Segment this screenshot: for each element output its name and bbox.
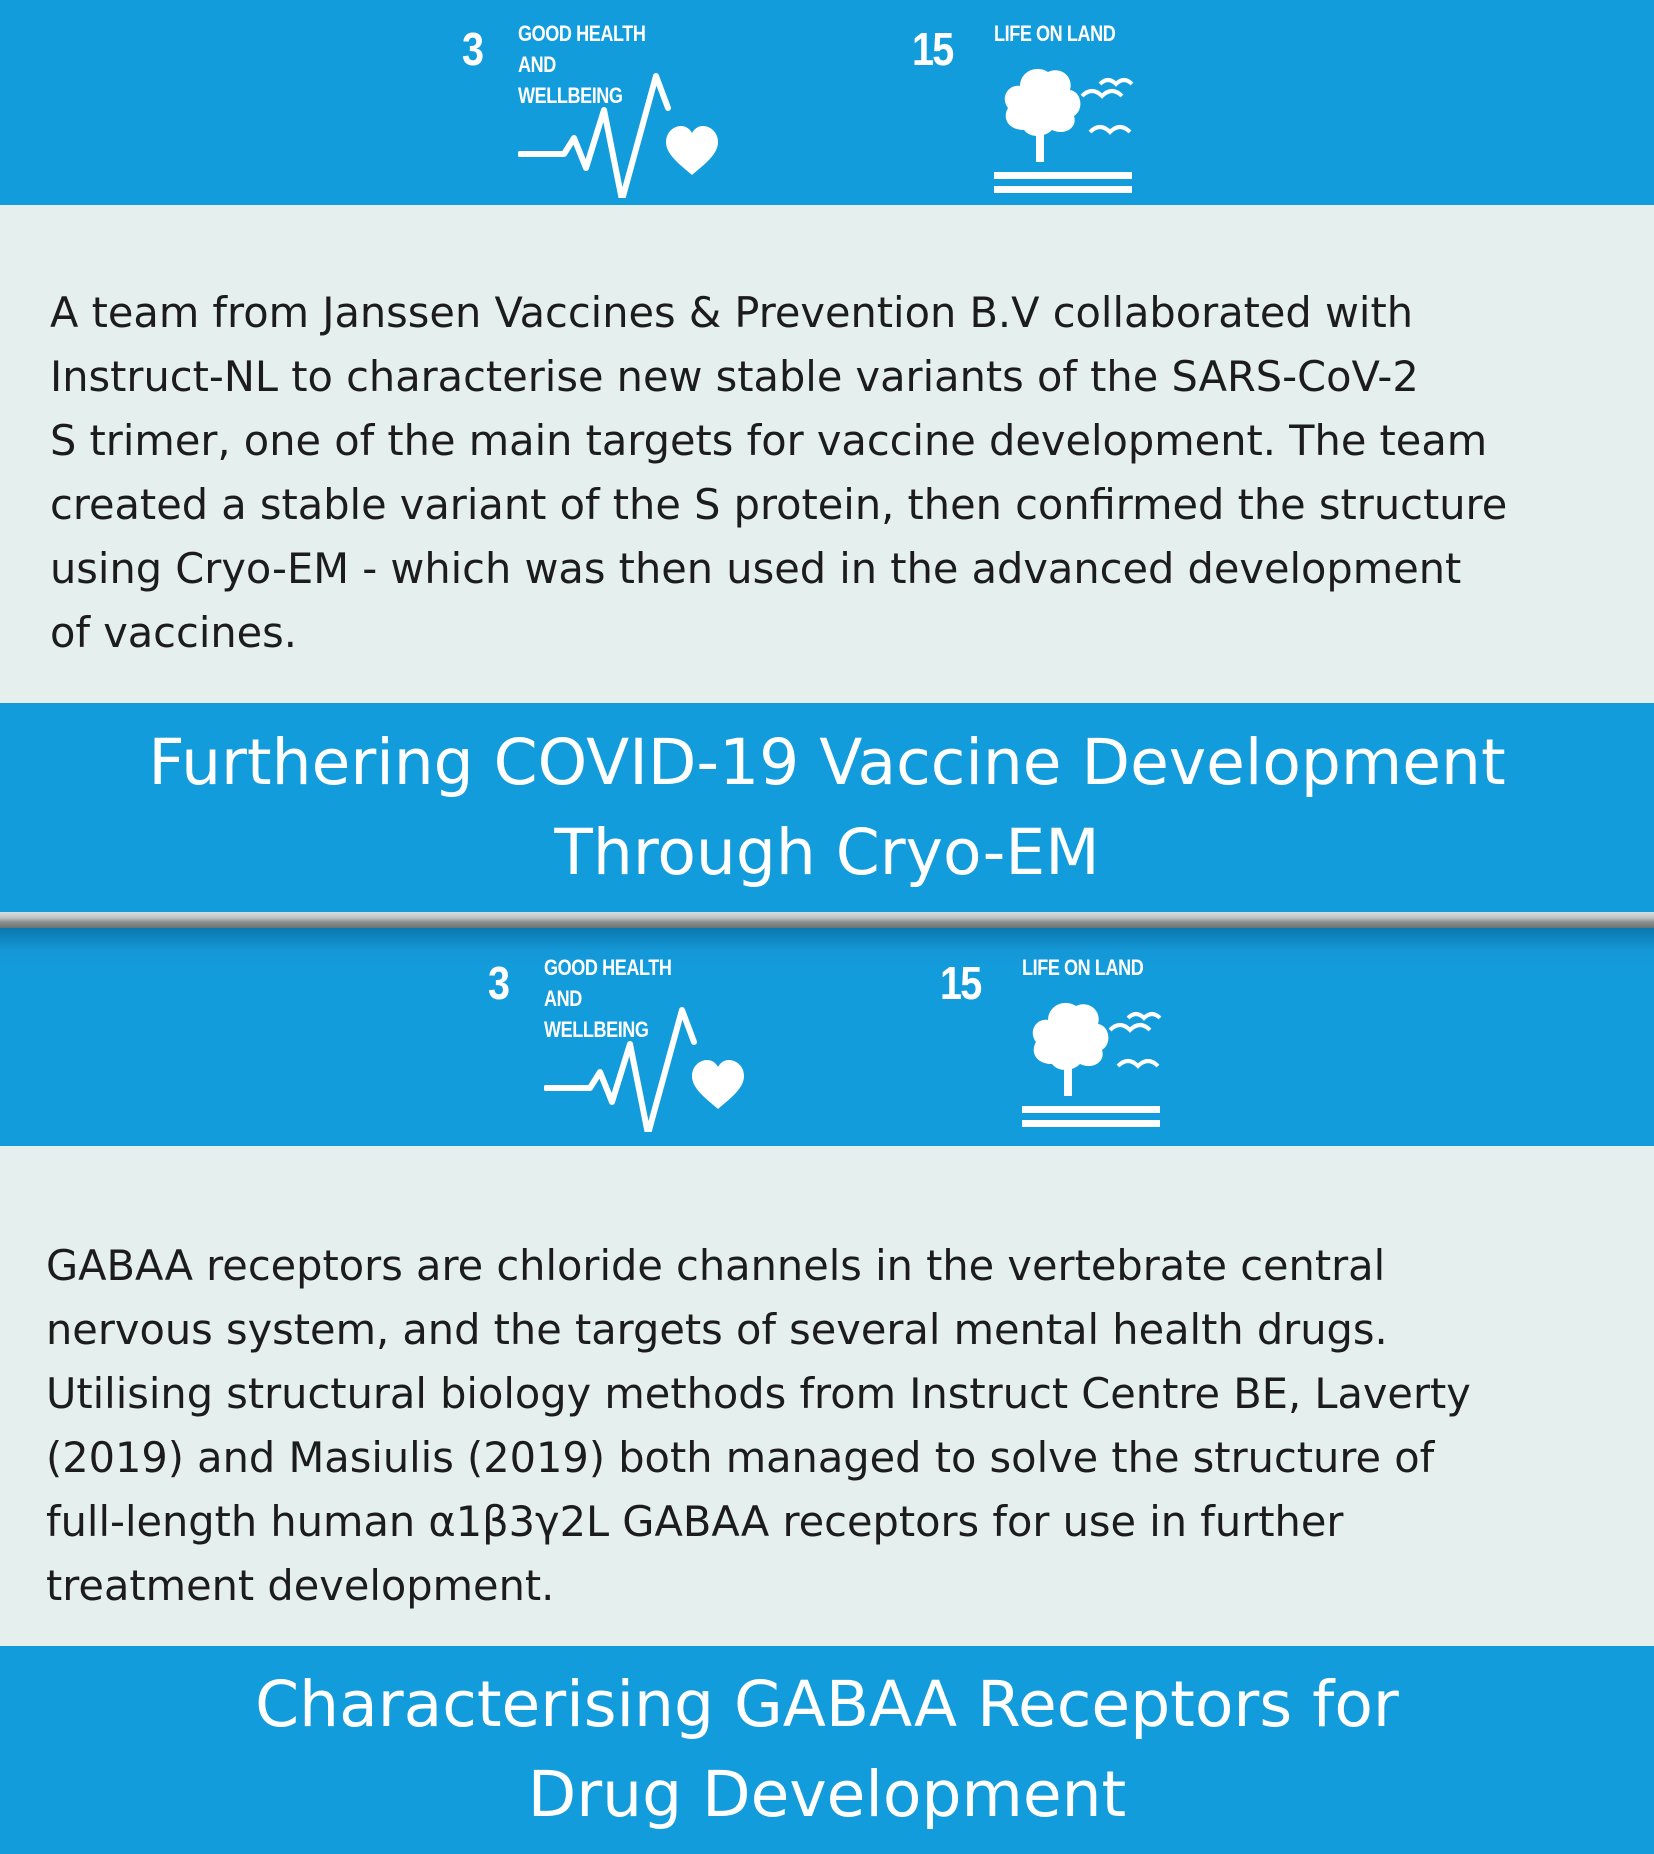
sdg-goal-3-number: 3 <box>462 23 483 75</box>
story-body <box>0 1146 1654 1646</box>
heartbeat-icon <box>518 68 718 198</box>
tree-birds-icon <box>992 58 1142 198</box>
sdg-goal-3 <box>488 952 748 1132</box>
story-description: GABAA receptors are chloride channels in the vertebrate central nervous system, and the targets of several mental health drugs. Utilising structural biology methods from Instruct Centre BE, Laverty (2019) and Masiulis (2019) both managed to solve the structure of full-length human α1β3γ2L GABAA receptors for use in further treatment development. <box>46 1241 1471 1610</box>
tree-birds-icon <box>1020 992 1170 1132</box>
sdg-goal-15 <box>940 952 1180 1132</box>
sdg-goal-3-label: GOOD HEALTH AND WELLBEING <box>518 21 646 108</box>
sdg-banner <box>0 928 1654 1146</box>
story-card-covid <box>0 0 1654 912</box>
sdg-banner <box>0 0 1654 205</box>
sdg-goal-3-label: GOOD HEALTH AND WELLBEING <box>544 955 672 1042</box>
sdg-goal-15-number: 15 <box>912 23 953 75</box>
sdg-goal-15 <box>912 18 1152 198</box>
sdg-goal-15-label: LIFE ON LAND <box>1022 955 1144 980</box>
story-title-banner <box>0 703 1654 912</box>
sdg-goal-15-label: LIFE ON LAND <box>994 21 1116 46</box>
story-title: Furthering COVID-19 Vaccine Development Through Cryo-EM <box>148 725 1506 889</box>
story-title: Characterising GABAA Receptors for Drug Development <box>255 1668 1399 1831</box>
story-title-banner <box>0 1646 1654 1854</box>
story-description: A team from Janssen Vaccines & Prevention B.V collaborated with Instruct-NL to characterise new stable variants of the SARS-CoV-2 S trimer, one of the main targets for vaccine development. The team created a stable variant of the S protein, then confirmed the structure using Cryo-EM - which was then used in the advanced development of vaccines. <box>50 288 1508 657</box>
heartbeat-icon <box>544 1002 744 1132</box>
section-divider <box>0 912 1654 928</box>
story-body <box>0 205 1654 703</box>
story-card-gabaa <box>0 928 1654 1854</box>
sdg-goal-15-number: 15 <box>940 957 981 1009</box>
sdg-goal-3 <box>462 18 722 198</box>
sdg-goal-3-number: 3 <box>488 957 509 1009</box>
